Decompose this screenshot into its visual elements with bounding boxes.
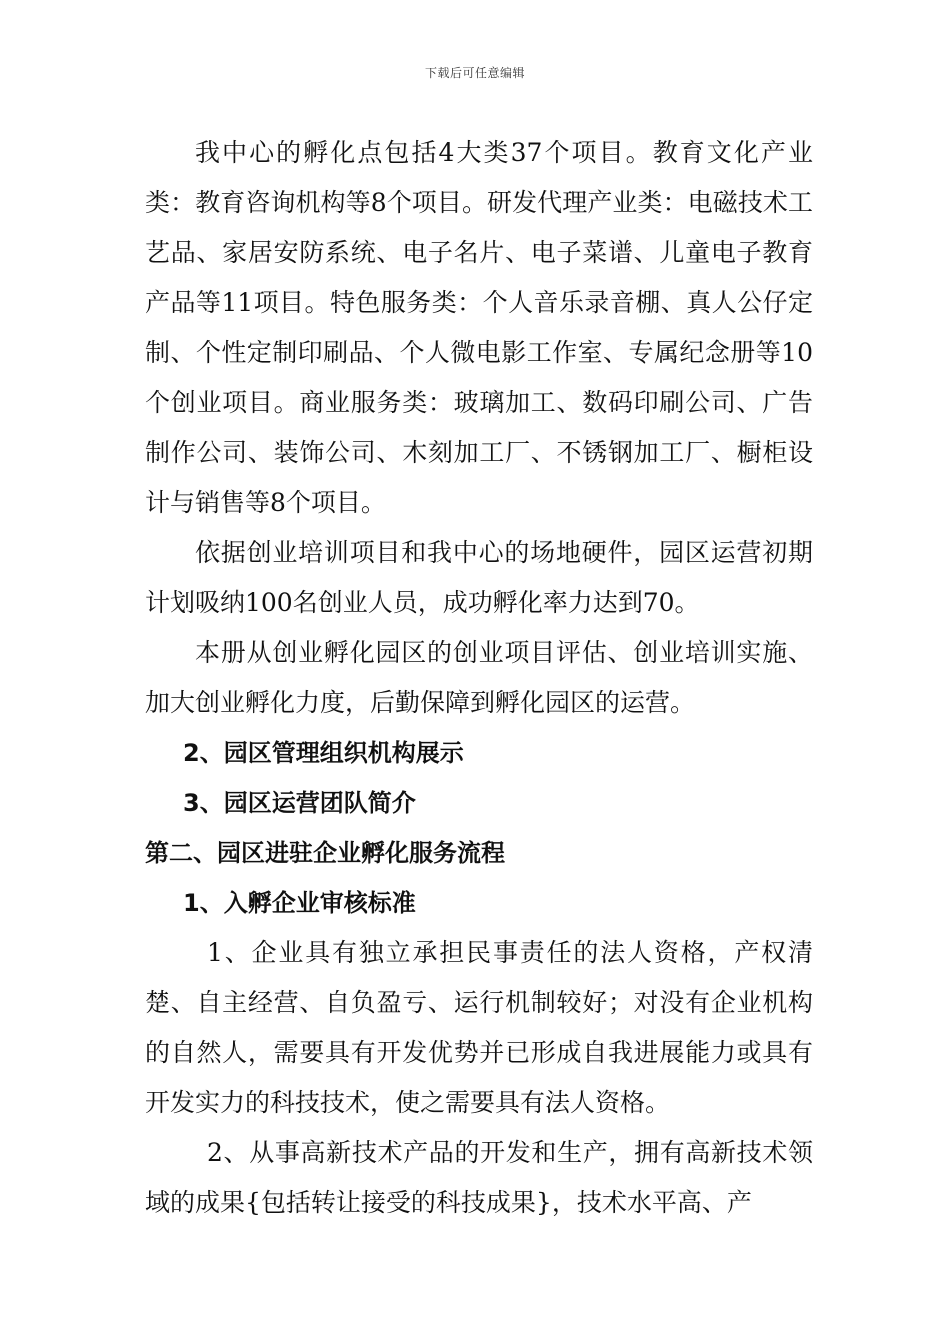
paragraph-operation-plan: 依据创业培训项目和我中心的场地硬件，园区运营初期计划吸纳100名创业人员，成功孵化率力达到70。 (145, 538, 813, 617)
paragraph-incubation-projects: 我中心的孵化点包括4大类37个项目。教育文化产业类：教育咨询机构等8个项目。研发代理产业类：电磁技术工艺品、家居安防系统、电子名片、电子菜谱、儿童电子教育产品等11项目。特色服务类：个人音乐录音棚、真人公仔定制、个性定制印刷品、个人微电影工作室、专属纪念册等10个创业项目。商业服务类：玻璃加工、数码印刷公司、广告制作公司、装饰公司、木刻加工厂、不锈钢加工厂、橱柜设计与销售等8个项目。 (145, 138, 813, 517)
heading-review-standard: 1、入孵企业审核标准 (183, 889, 416, 917)
paragraph-standard-1: 1、企业具有独立承担民事责任的法人资格，产权清楚、自主经营、自负盈亏、运行机制较好；对没有企业机构的自然人，需要具有开发优势并已形成自我进展能力或具有开发实力的科技技术，使之需要具有法人资格。 (145, 938, 813, 1117)
paragraph-standard-2: 2、从事高新技术产品的开发和生产，拥有高新技术领域的成果{包括转让接受的科技成果}，技术水平高、产 (145, 1138, 813, 1217)
page-header: 下载后可任意编辑 (424, 66, 525, 80)
heading-org-structure: 2、园区管理组织机构展示 (183, 739, 464, 767)
paragraph-manual-scope: 本册从创业孵化园区的创业项目评估、创业培训实施、加大创业孵化力度，后勤保障到孵化园区的运营。 (145, 638, 813, 717)
heading-section-two: 第二、园区进驻企业孵化服务流程 (145, 839, 505, 867)
document-body (145, 128, 813, 1228)
heading-team-intro: 3、园区运营团队简介 (183, 789, 416, 817)
